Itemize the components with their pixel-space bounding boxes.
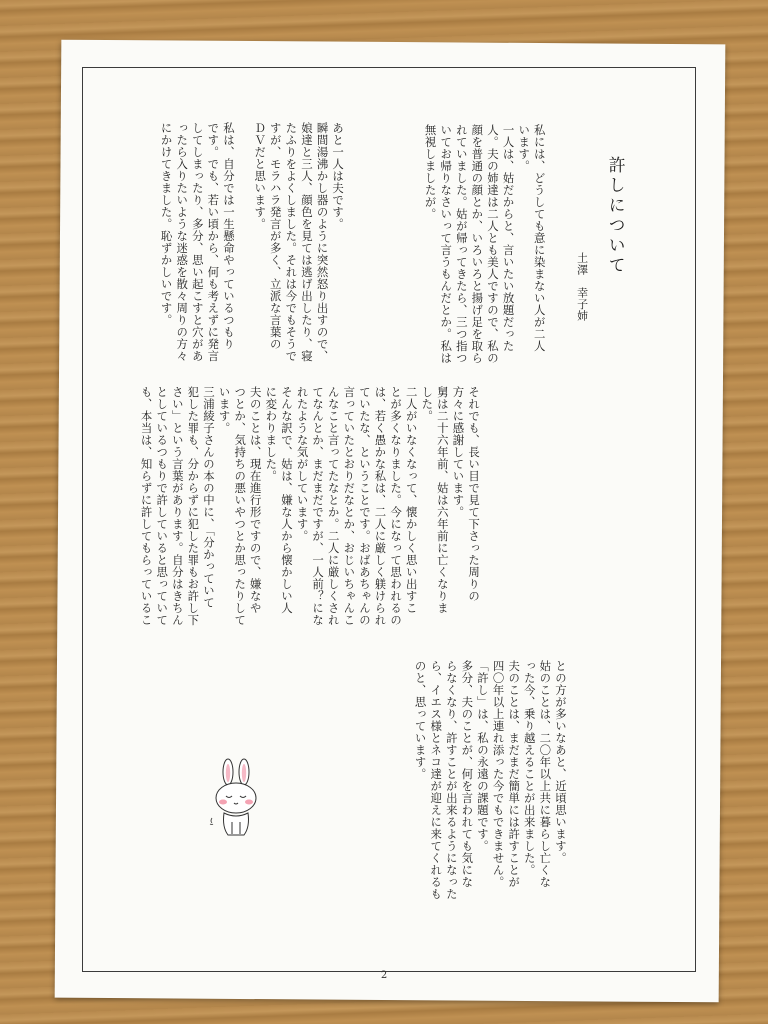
body-text-upper-right: 私には、どうしても意に染まない人が二人 います。 一人は、姑だからと、言いたい放題だった 人。夫の姉達は二人とも美人ですので、私の 顔を普通の顔とか、いろいろと揚げ足を取ら れていました。姑が帰ってきたら、三つ指つ いてお帰りなさいって言うもんだとか。私は 無視しましたが。	[423, 124, 547, 364]
body-text-lower-right: それでも、長い目で見て下さった周りの 方々に感謝しています。 舅は二十六年前、姑は六年前に亡くなりま した。 二人がいなくなって、懐かしく思い出すこ とが多くなりました。今になって思われるの は、若く愚かな私は、二人に厳しく躾けられ ていたな、ということです。おばあちゃんの 言っていたとおりだなとか、おじいちゃんこ んなこと言ってたなとか。二人に厳しくされ てなんとか、まだまだですが、一人前？にな れたような気がしています。 そんな訳で、姑は、嫌な人から懐かしい人 に変わりました。 夫のことは、現在進行形ですので、嫌なや つとか、気持ちの悪いやつとか思ったりして います。 三浦綾子さんの本の中に、「分かっていて 犯した罪も、分からずに犯した罪もお許し下 さい」という言葉があります。自分はきちん としているつもりで許していると思っていて も、本当は、知らずに許してもらっているこ	[139, 386, 482, 626]
rabbit-illustration	[204, 758, 268, 842]
article-title: 許しについて	[604, 156, 625, 276]
body-text-upper-left: あと一人は夫です。 瞬間湯沸かし器のように突然怒り出すので、 娘達と三人、顔色を見ては逃げ出したり、寝 たふりをよくしました。それは今でもそうで すが、モラハラ発言が多く、立派な言葉の ＤＶだと思います。 私は、自分では一生懸命やっているつもり です。でも、若い頃から、何も考えずに発言 してしまったり、多分、思い起こすと穴があ ったら入りたいような迷惑を散々周りの方々 にかけてきました。恥ずかしいです。	[159, 122, 346, 362]
body-text-lower-left: との方が多いなあと、近頃思います。 姑のことは、二〇年以上共に暮らし亡くな った今、乗り越えることが出来ました。 夫のことは、まだまだ簡単には許すことが 四〇年以上連れ添った今でもできません。 「許し」は、私の永遠の課題です。 多分、夫のことが、何を言われても気にな らなくなり、許すことが出来るようになった ら、イエス様とネコ達が迎えに来てくれるも のと、思っています。	[413, 660, 568, 900]
author-name: 土澤 幸子姉	[575, 252, 589, 322]
page-number: 2	[380, 970, 388, 981]
